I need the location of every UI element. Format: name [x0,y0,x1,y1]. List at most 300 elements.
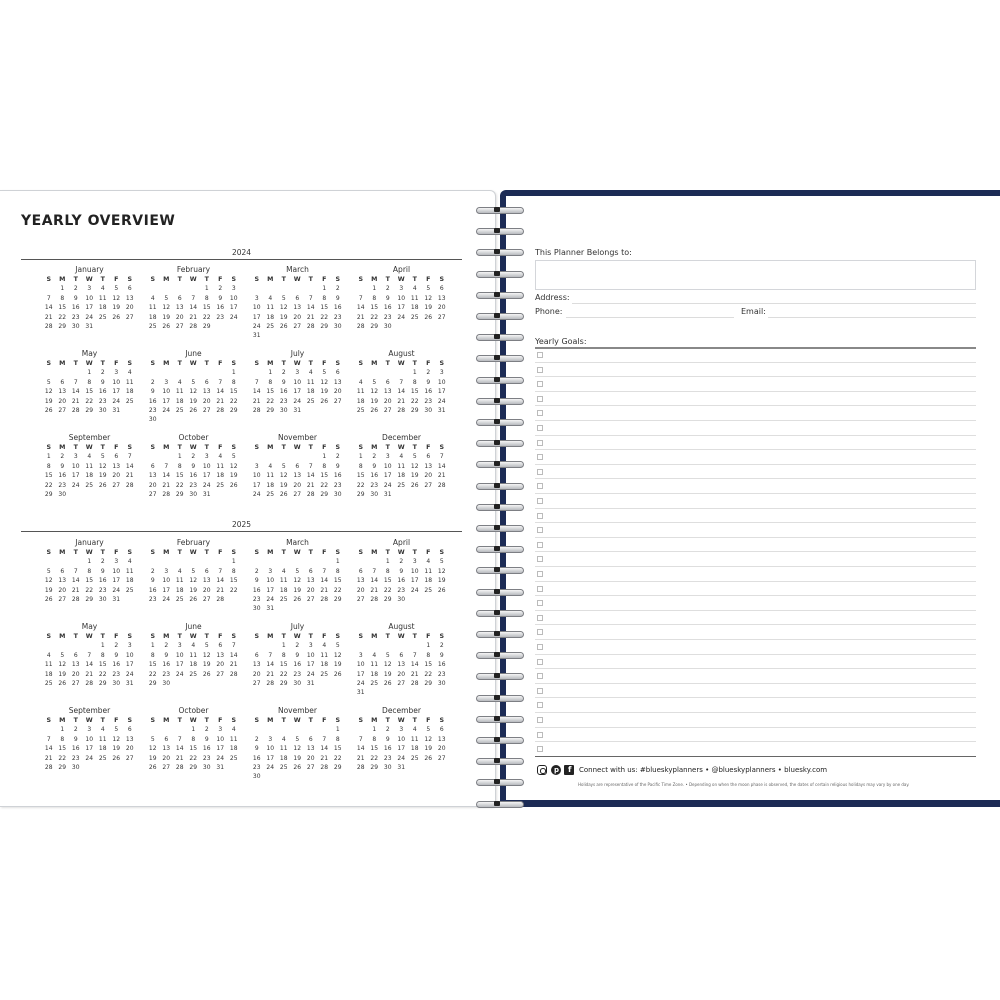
day-number: 24 [266,596,275,604]
punch-hole [494,589,500,594]
day-number: 11 [175,388,184,396]
weekday-label: S [150,549,156,556]
weekday-label: T [73,633,78,640]
day-number: 3 [218,726,223,734]
day-number: 13 [383,388,392,396]
day-number: 23 [370,481,379,489]
goal-checkbox[interactable] [537,600,543,606]
month-name: October [178,706,209,715]
goal-checkbox[interactable] [537,542,543,548]
day-number: 23 [148,596,157,604]
goal-checkbox[interactable] [537,425,543,431]
weekday-label: M [267,633,274,640]
day-number: 21 [125,472,134,480]
spiral-coil [474,650,526,659]
empty-day [56,368,70,377]
day-number: 29 [175,491,184,499]
weekday-label: T [177,633,182,640]
day-number: 25 [98,754,107,762]
goal-row[interactable] [535,539,976,553]
month-day-grid [250,275,345,341]
punch-hole [494,546,500,551]
day-number: 24 [175,670,184,678]
month-name: February [176,265,211,274]
day-number: 24 [112,397,121,405]
goal-checkbox[interactable] [537,440,543,446]
day-number: 5 [164,294,169,302]
day-number: 21 [320,754,329,762]
day-number: 26 [58,680,67,688]
day-number: 9 [372,462,377,470]
day-number: 12 [148,745,157,753]
day-number: 28 [437,481,446,489]
day-number: 28 [85,680,94,688]
weekday-label: W [85,633,93,640]
day-number: 25 [424,586,433,594]
empty-day [354,725,368,734]
empty-day [304,452,318,461]
day-number: 19 [202,661,211,669]
goal-row[interactable] [535,641,976,655]
weekday-label: F [426,549,431,556]
day-number: 21 [85,670,94,678]
day-number: 2 [281,369,286,377]
day-number: 14 [306,472,315,480]
empty-day [146,725,160,734]
day-number: 3 [385,453,390,461]
goal-checkbox[interactable] [537,717,543,723]
day-number: 1 [322,285,327,293]
day-number: 13 [125,735,134,743]
goal-checkbox[interactable] [537,746,543,752]
weekday-label: S [231,633,237,640]
goal-checkbox[interactable] [537,659,543,665]
goal-row[interactable] [535,729,976,743]
month-calendar [146,432,241,512]
coil-wire [476,673,524,680]
punch-hole [494,249,500,254]
day-number: 21 [410,670,419,678]
month-calendar [250,621,345,701]
goal-row[interactable] [535,699,976,713]
weekday-label: T [308,360,313,367]
empty-day [42,557,56,566]
day-number: 5 [60,651,65,659]
goal-row[interactable] [535,466,976,480]
punch-hole [494,292,500,297]
day-number: 14 [71,577,80,585]
owner-name-field[interactable] [535,260,976,290]
day-number: 15 [266,388,275,396]
weekday-label: T [412,360,417,367]
month-day-grid [354,359,449,415]
day-number: 13 [202,388,211,396]
day-number: 11 [370,661,379,669]
weekday-label: T [204,360,209,367]
weekday-label: T [73,360,78,367]
weekday-label: F [322,444,327,451]
day-number: 25 [125,586,134,594]
coil-wire [476,567,524,574]
goal-row[interactable] [535,393,976,407]
day-number: 8 [335,567,340,575]
month-day-grid [250,548,345,614]
goal-row[interactable] [535,437,976,451]
punch-hole [494,419,500,424]
month-name: December [382,706,421,715]
goal-row[interactable] [535,656,976,670]
day-number: 2 [191,453,196,461]
day-number: 19 [189,586,198,594]
day-number: 14 [162,472,171,480]
day-number: 15 [383,577,392,585]
goal-checkbox[interactable] [537,410,543,416]
weekday-label: S [439,444,445,451]
spiral-coil [474,205,526,214]
weekday-label: S [127,276,133,283]
empty-day [277,725,291,734]
day-number: 1 [426,642,431,650]
day-number: 24 [437,397,446,405]
day-number: 1 [322,453,327,461]
weekday-label: M [371,633,378,640]
goal-row[interactable] [535,626,976,640]
day-number: 20 [148,481,157,489]
day-number: 13 [437,294,446,302]
goal-checkbox[interactable] [537,586,543,592]
day-number: 20 [293,313,302,321]
goal-checkbox[interactable] [537,483,543,489]
day-number: 19 [189,397,198,405]
day-number: 17 [410,577,419,585]
empty-day [187,284,201,293]
weekday-label: M [59,549,66,556]
day-number: 3 [114,369,119,377]
day-number: 15 [320,472,329,480]
coil-wire [476,461,524,468]
address-line[interactable] [572,303,976,304]
day-number: 26 [293,596,302,604]
day-number: 3 [73,453,78,461]
day-number: 11 [320,651,329,659]
day-number: 24 [397,754,406,762]
day-number: 24 [125,670,134,678]
weekday-label: W [189,633,197,640]
month-day-grid [250,716,345,782]
day-number: 3 [114,558,119,566]
day-number: 8 [385,567,390,575]
goal-row[interactable] [535,612,976,626]
day-number: 5 [426,726,431,734]
day-number: 4 [100,285,105,293]
day-number: 13 [252,661,261,669]
weekday-label: T [308,717,313,724]
day-number: 24 [112,586,121,594]
day-number: 23 [293,670,302,678]
day-number: 26 [424,313,433,321]
goal-row[interactable] [535,597,976,611]
weekday-label: F [426,360,431,367]
day-number: 19 [112,745,121,753]
coil-wire [476,292,524,299]
day-number: 1 [372,726,377,734]
goal-row[interactable] [535,495,976,509]
spiral-coil [474,311,526,320]
day-number: 30 [148,416,157,424]
weekday-label: M [59,276,66,283]
day-number: 17 [85,304,94,312]
coil-wire [476,779,524,786]
day-number: 21 [356,754,365,762]
punch-hole [494,673,500,678]
day-number: 24 [410,586,419,594]
goal-checkbox[interactable] [537,527,543,533]
day-number: 2 [100,558,105,566]
day-number: 9 [204,735,209,743]
day-number: 31 [216,764,225,772]
day-number: 27 [58,596,67,604]
day-number: 15 [175,472,184,480]
phone-label: Phone: [535,307,563,316]
day-number: 13 [293,472,302,480]
day-number: 2 [439,642,444,650]
goal-row[interactable] [535,524,976,538]
day-number: 13 [58,388,67,396]
goal-checkbox[interactable] [537,352,543,358]
goal-checkbox[interactable] [537,498,543,504]
day-number: 20 [202,586,211,594]
goal-row[interactable] [535,568,976,582]
day-number: 5 [439,558,444,566]
coil-wire [476,652,524,659]
empty-day [291,452,305,461]
day-number: 9 [385,294,390,302]
spiral-coil [474,332,526,341]
day-number: 30 [71,323,80,331]
goal-checkbox[interactable] [537,732,543,738]
weekday-label: M [59,717,66,724]
goal-row[interactable] [535,553,976,567]
goal-checkbox[interactable] [537,396,543,402]
day-number: 30 [370,491,379,499]
day-number: 9 [399,567,404,575]
day-number: 15 [333,577,342,585]
day-number: 9 [73,294,78,302]
day-number: 31 [112,596,121,604]
day-number: 6 [150,462,155,470]
month-day-grid [42,632,137,688]
weekday-label: S [335,360,341,367]
day-number: 13 [306,577,315,585]
email-line[interactable] [768,317,976,318]
day-number: 10 [266,745,275,753]
weekday-label: S [231,444,237,451]
weekday-label: T [412,549,417,556]
weekday-label: T [177,549,182,556]
goal-row[interactable] [535,349,976,363]
day-number: 11 [85,462,94,470]
month-name: March [286,265,309,274]
spiral-coil [474,226,526,235]
empty-day [304,557,318,566]
day-number: 19 [44,397,53,405]
day-number: 26 [383,680,392,688]
goal-row[interactable] [535,670,976,684]
goal-row[interactable] [535,583,976,597]
day-number: 20 [293,481,302,489]
day-number: 18 [266,481,275,489]
weekday-label: W [189,717,197,724]
instagram-icon [537,765,547,775]
day-number: 26 [229,481,238,489]
day-number: 16 [148,586,157,594]
day-number: 6 [60,378,65,386]
day-number: 19 [293,754,302,762]
day-number: 27 [175,323,184,331]
goal-row[interactable] [535,364,976,378]
weekday-label: W [397,276,405,283]
day-number: 17 [397,745,406,753]
weekday-label: M [371,717,378,724]
day-number: 18 [189,661,198,669]
coil-wire [476,228,524,235]
goal-checkbox[interactable] [537,367,543,373]
weekday-label: S [335,717,341,724]
day-number: 27 [383,407,392,415]
day-number: 16 [252,586,261,594]
day-number: 14 [252,388,261,396]
coil-wire [476,695,524,702]
day-number: 3 [164,378,169,386]
goal-checkbox[interactable] [537,381,543,387]
day-number: 18 [306,388,315,396]
day-number: 27 [306,764,315,772]
weekday-label: T [73,276,78,283]
day-number: 3 [254,294,259,302]
day-number: 25 [356,407,365,415]
day-number: 26 [148,764,157,772]
day-number: 15 [58,304,67,312]
punch-hole [494,631,500,636]
day-number: 14 [266,661,275,669]
day-number: 4 [358,378,363,386]
goal-checkbox[interactable] [537,673,543,679]
day-number: 12 [202,651,211,659]
day-number: 30 [397,596,406,604]
weekday-label: M [59,360,66,367]
phone-line[interactable] [566,317,734,318]
day-number: 3 [268,567,273,575]
day-number: 31 [266,605,275,613]
weekday-label: S [150,360,156,367]
empty-day [187,557,201,566]
goal-checkbox[interactable] [537,615,543,621]
goal-checkbox[interactable] [537,571,543,577]
goal-checkbox[interactable] [537,454,543,460]
weekday-label: W [85,717,93,724]
day-number: 18 [125,577,134,585]
empty-day [250,557,264,566]
day-number: 2 [335,453,340,461]
goal-row[interactable] [535,743,976,757]
day-number: 23 [98,586,107,594]
day-number: 2 [164,642,169,650]
day-number: 17 [306,661,315,669]
day-number: 19 [410,472,419,480]
weekday-label: T [385,717,390,724]
goal-checkbox[interactable] [537,469,543,475]
punch-hole [494,398,500,403]
day-number: 30 [383,764,392,772]
day-number: 21 [175,754,184,762]
goal-row[interactable] [535,685,976,699]
day-number: 28 [216,407,225,415]
empty-day [42,725,56,734]
day-number: 6 [114,453,119,461]
goal-row[interactable] [535,378,976,392]
day-number: 9 [295,651,300,659]
day-number: 16 [279,388,288,396]
day-number: 21 [162,481,171,489]
goal-checkbox[interactable] [537,556,543,562]
goal-row[interactable] [535,714,976,728]
coil-wire [476,589,524,596]
day-number: 14 [71,388,80,396]
empty-day [146,284,160,293]
weekday-label: M [163,717,170,724]
weekday-label: S [46,633,52,640]
weekday-label: T [100,549,105,556]
weekday-label: F [114,444,119,451]
day-number: 14 [370,577,379,585]
day-number: 7 [218,378,223,386]
day-number: 10 [383,462,392,470]
goal-row[interactable] [535,407,976,421]
goal-checkbox[interactable] [537,644,543,650]
goal-row[interactable] [535,451,976,465]
day-number: 3 [87,726,92,734]
goal-checkbox[interactable] [537,702,543,708]
day-number: 22 [279,670,288,678]
weekday-label: S [439,717,445,724]
goal-checkbox[interactable] [537,629,543,635]
weekday-label: F [114,549,119,556]
weekday-label: S [358,717,364,724]
month-name: June [185,622,202,631]
day-number: 10 [397,294,406,302]
day-number: 21 [266,670,275,678]
goal-checkbox[interactable] [537,688,543,694]
day-number: 29 [148,680,157,688]
month-day-grid [146,716,241,772]
day-number: 17 [383,472,392,480]
month-day-grid [42,548,137,604]
day-number: 7 [73,378,78,386]
weekday-label: S [358,360,364,367]
goal-row[interactable] [535,480,976,494]
goal-row[interactable] [535,510,976,524]
day-number: 7 [358,735,363,743]
day-number: 2 [114,642,119,650]
day-number: 12 [112,294,121,302]
goal-row[interactable] [535,422,976,436]
spiral-coil [474,290,526,299]
coil-wire [476,440,524,447]
day-number: 25 [125,397,134,405]
day-number: 14 [189,304,198,312]
goal-checkbox[interactable] [537,513,543,519]
day-number: 25 [229,754,238,762]
